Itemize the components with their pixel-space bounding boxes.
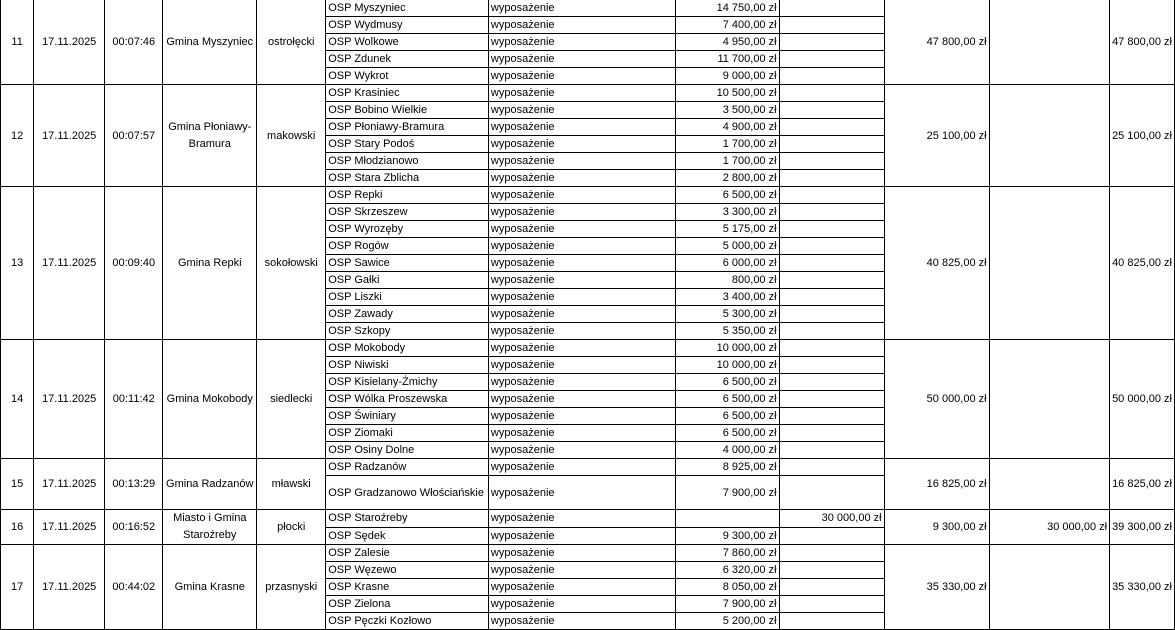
time-cell[interactable]: 00:09:40 [105, 187, 163, 340]
unit-name-cell[interactable]: OSP Pęczki Kozłowo [326, 613, 489, 630]
unit-type-cell[interactable]: wyposażenie [488, 187, 675, 204]
group-total-cell[interactable]: 50 000,00 zł [884, 340, 989, 459]
group-grand-total-cell[interactable]: 25 100,00 zł [1110, 85, 1175, 187]
gmina-cell[interactable]: Gmina Krasne [163, 545, 257, 630]
unit-amount-cell[interactable]: 10 000,00 zł [676, 340, 779, 357]
unit-amount-cell[interactable]: 3 400,00 zł [676, 289, 779, 306]
unit-extra-cell[interactable] [779, 442, 884, 459]
unit-name-cell[interactable]: OSP Ziomaki [326, 425, 489, 442]
unit-extra-cell[interactable] [779, 425, 884, 442]
date-cell[interactable]: 17.11.2025 [34, 187, 105, 340]
unit-name-cell[interactable]: OSP Myszyniec [326, 0, 489, 17]
unit-amount-cell[interactable]: 3 300,00 zł [676, 204, 779, 221]
unit-type-cell[interactable]: wyposażenie [488, 579, 675, 596]
unit-extra-cell[interactable] [779, 255, 884, 272]
unit-extra-cell[interactable] [779, 102, 884, 119]
gmina-cell[interactable]: Gmina Mokobody [163, 340, 257, 459]
unit-type-cell[interactable]: wyposażenie [488, 323, 675, 340]
unit-extra-cell[interactable] [779, 153, 884, 170]
unit-name-cell[interactable]: OSP Niwiski [326, 357, 489, 374]
unit-amount-cell[interactable]: 4 900,00 zł [676, 119, 779, 136]
unit-name-cell[interactable]: OSP Mokobody [326, 340, 489, 357]
group-grand-total-cell[interactable]: 47 800,00 zł [1110, 0, 1175, 85]
lp-cell[interactable]: 13 [1, 187, 34, 340]
unit-extra-cell[interactable] [779, 0, 884, 17]
unit-extra-cell[interactable] [779, 289, 884, 306]
powiat-cell[interactable]: siedlecki [257, 340, 326, 459]
time-cell[interactable]: 00:07:46 [105, 0, 163, 85]
unit-extra-cell[interactable] [779, 17, 884, 34]
unit-type-cell[interactable]: wyposażenie [488, 545, 675, 562]
unit-type-cell[interactable]: wyposażenie [488, 527, 675, 545]
unit-extra-cell[interactable] [779, 68, 884, 85]
unit-amount-cell[interactable]: 3 500,00 zł [676, 102, 779, 119]
lp-cell[interactable]: 15 [1, 459, 34, 510]
unit-name-cell[interactable]: OSP Krasne [326, 579, 489, 596]
date-cell[interactable]: 17.11.2025 [34, 0, 105, 85]
unit-extra-cell[interactable] [779, 272, 884, 289]
group-extra-total-cell[interactable] [989, 545, 1109, 630]
unit-extra-cell[interactable] [779, 527, 884, 545]
unit-amount-cell[interactable]: 6 500,00 zł [676, 408, 779, 425]
unit-extra-cell[interactable] [779, 119, 884, 136]
unit-type-cell[interactable]: wyposażenie [488, 562, 675, 579]
unit-name-cell[interactable]: OSP Radzanów [326, 459, 489, 476]
unit-amount-cell[interactable]: 14 750,00 zł [676, 0, 779, 17]
unit-extra-cell[interactable] [779, 170, 884, 187]
unit-amount-cell[interactable]: 6 500,00 zł [676, 391, 779, 408]
lp-cell[interactable]: 17 [1, 545, 34, 630]
unit-amount-cell[interactable]: 5 175,00 zł [676, 221, 779, 238]
lp-cell[interactable]: 11 [1, 0, 34, 85]
group-extra-total-cell[interactable] [989, 85, 1109, 187]
unit-extra-cell[interactable] [779, 459, 884, 476]
powiat-cell[interactable]: ostrołęcki [257, 0, 326, 85]
unit-extra-cell[interactable] [779, 545, 884, 562]
unit-type-cell[interactable]: wyposażenie [488, 272, 675, 289]
table-row [1, 0, 1175, 17]
unit-name-cell[interactable]: OSP Wykrot [326, 68, 489, 85]
unit-name-cell[interactable]: OSP Bobino Wielkie [326, 102, 489, 119]
date-cell[interactable]: 17.11.2025 [34, 545, 105, 630]
unit-extra-cell[interactable] [779, 34, 884, 51]
unit-amount-cell[interactable]: 7 860,00 zł [676, 545, 779, 562]
unit-name-cell[interactable]: OSP Gałki [326, 272, 489, 289]
unit-extra-cell[interactable] [779, 579, 884, 596]
unit-extra-cell[interactable]: 30 000,00 zł [779, 510, 884, 528]
unit-name-cell[interactable]: OSP Osiny Dolne [326, 442, 489, 459]
unit-type-cell[interactable]: wyposażenie [488, 170, 675, 187]
unit-extra-cell[interactable] [779, 323, 884, 340]
gmina-cell[interactable]: Miasto i Gmina Staroźreby [163, 510, 257, 545]
unit-amount-cell[interactable]: 5 000,00 zł [676, 238, 779, 255]
gmina-cell[interactable]: Gmina Myszyniec [163, 0, 257, 85]
unit-name-cell[interactable]: OSP Wyrozęby [326, 221, 489, 238]
group-grand-total-cell[interactable]: 50 000,00 zł [1110, 340, 1175, 459]
unit-type-cell[interactable]: wyposażenie [488, 289, 675, 306]
unit-amount-cell[interactable]: 1 700,00 zł [676, 136, 779, 153]
unit-name-cell[interactable]: OSP Płoniawy-Bramura [326, 119, 489, 136]
unit-name-cell[interactable]: OSP Rogów [326, 238, 489, 255]
unit-extra-cell[interactable] [779, 85, 884, 102]
unit-type-cell[interactable]: wyposażenie [488, 119, 675, 136]
unit-amount-cell[interactable]: 6 320,00 zł [676, 562, 779, 579]
unit-amount-cell[interactable]: 5 350,00 zł [676, 323, 779, 340]
powiat-cell[interactable]: mławski [257, 459, 326, 510]
unit-amount-cell[interactable]: 10 500,00 zł [676, 85, 779, 102]
unit-name-cell[interactable]: OSP Młodzianowo [326, 153, 489, 170]
powiat-cell[interactable]: przasnyski [257, 545, 326, 630]
time-cell[interactable]: 00:07:57 [105, 85, 163, 187]
group-grand-total-cell[interactable]: 16 825,00 zł [1110, 459, 1175, 510]
unit-name-cell[interactable]: OSP Wolkowe [326, 34, 489, 51]
unit-amount-cell[interactable]: 4 950,00 zł [676, 34, 779, 51]
unit-extra-cell[interactable] [779, 340, 884, 357]
table-row [1, 187, 1175, 204]
unit-extra-cell[interactable] [779, 136, 884, 153]
unit-name-cell[interactable]: OSP Węzewo [326, 562, 489, 579]
unit-type-cell[interactable]: wyposażenie [488, 510, 675, 528]
group-extra-total-cell[interactable] [989, 340, 1109, 459]
unit-extra-cell[interactable] [779, 391, 884, 408]
unit-type-cell[interactable]: wyposażenie [488, 391, 675, 408]
unit-name-cell[interactable]: OSP Kisielany-Żmichy [326, 374, 489, 391]
unit-type-cell[interactable]: wyposażenie [488, 476, 675, 510]
lp-cell[interactable]: 14 [1, 340, 34, 459]
unit-name-cell[interactable]: OSP Stary Podoś [326, 136, 489, 153]
unit-amount-cell[interactable]: 9 300,00 zł [676, 527, 779, 545]
unit-type-cell[interactable]: wyposażenie [488, 102, 675, 119]
unit-name-cell[interactable]: OSP Zalesie [326, 545, 489, 562]
powiat-cell[interactable]: makowski [257, 85, 326, 187]
unit-extra-cell[interactable] [779, 596, 884, 613]
table-row [1, 459, 1175, 476]
group-total-cell[interactable]: 9 300,00 zł [884, 510, 989, 545]
unit-type-cell[interactable]: wyposażenie [488, 17, 675, 34]
group-total-cell[interactable]: 47 800,00 zł [884, 0, 989, 85]
unit-amount-cell[interactable] [676, 510, 779, 528]
unit-extra-cell[interactable] [779, 204, 884, 221]
unit-type-cell[interactable]: wyposażenie [488, 0, 675, 17]
powiat-cell[interactable]: sokołowski [257, 187, 326, 340]
time-cell[interactable]: 00:44:02 [105, 545, 163, 630]
group-extra-total-cell[interactable] [989, 0, 1109, 85]
unit-amount-cell[interactable]: 6 500,00 zł [676, 425, 779, 442]
unit-extra-cell[interactable] [779, 51, 884, 68]
unit-amount-cell[interactable]: 4 000,00 zł [676, 442, 779, 459]
unit-amount-cell[interactable]: 9 000,00 zł [676, 68, 779, 85]
table-row [1, 85, 1175, 102]
unit-amount-cell[interactable]: 8 050,00 zł [676, 579, 779, 596]
unit-type-cell[interactable]: wyposażenie [488, 136, 675, 153]
unit-amount-cell[interactable]: 7 900,00 zł [676, 596, 779, 613]
time-cell[interactable]: 00:16:52 [105, 510, 163, 545]
unit-amount-cell[interactable]: 5 200,00 zł [676, 613, 779, 630]
unit-extra-cell[interactable] [779, 238, 884, 255]
gmina-cell[interactable]: Gmina Płoniawy-Bramura [163, 85, 257, 187]
unit-amount-cell[interactable]: 11 700,00 zł [676, 51, 779, 68]
unit-name-cell[interactable]: OSP Staroźreby [326, 510, 489, 528]
group-total-cell[interactable]: 16 825,00 zł [884, 459, 989, 510]
unit-amount-cell[interactable]: 5 300,00 zł [676, 306, 779, 323]
time-cell[interactable]: 00:11:42 [105, 340, 163, 459]
unit-name-cell[interactable]: OSP Krasiniec [326, 85, 489, 102]
group-total-cell[interactable]: 40 825,00 zł [884, 187, 989, 340]
unit-amount-cell[interactable]: 1 700,00 zł [676, 153, 779, 170]
unit-type-cell[interactable]: wyposażenie [488, 221, 675, 238]
gmina-cell[interactable]: Gmina Radzanów [163, 459, 257, 510]
unit-type-cell[interactable]: wyposażenie [488, 153, 675, 170]
date-cell[interactable]: 17.11.2025 [34, 510, 105, 545]
group-extra-total-cell[interactable] [989, 459, 1109, 510]
unit-name-cell[interactable]: OSP Wólka Proszewska [326, 391, 489, 408]
table-row [1, 340, 1175, 357]
unit-type-cell[interactable]: wyposażenie [488, 596, 675, 613]
unit-extra-cell[interactable] [779, 562, 884, 579]
unit-amount-cell[interactable]: 6 500,00 zł [676, 187, 779, 204]
unit-name-cell[interactable]: OSP Skrzeszew [326, 204, 489, 221]
lp-cell[interactable]: 16 [1, 510, 34, 545]
unit-amount-cell[interactable]: 8 925,00 zł [676, 459, 779, 476]
unit-type-cell[interactable]: wyposażenie [488, 255, 675, 272]
unit-type-cell[interactable]: wyposażenie [488, 85, 675, 102]
unit-amount-cell[interactable]: 2 800,00 zł [676, 170, 779, 187]
group-total-cell[interactable]: 35 330,00 zł [884, 545, 989, 630]
unit-type-cell[interactable]: wyposażenie [488, 459, 675, 476]
unit-amount-cell[interactable]: 7 900,00 zł [676, 476, 779, 510]
group-extra-total-cell[interactable]: 30 000,00 zł [989, 510, 1109, 545]
unit-type-cell[interactable]: wyposażenie [488, 374, 675, 391]
unit-extra-cell[interactable] [779, 476, 884, 510]
unit-extra-cell[interactable] [779, 613, 884, 630]
group-grand-total-cell[interactable]: 40 825,00 zł [1110, 187, 1175, 340]
unit-type-cell[interactable]: wyposażenie [488, 613, 675, 630]
unit-amount-cell[interactable]: 6 000,00 zł [676, 255, 779, 272]
table-body [1, 0, 1175, 630]
table-row [1, 545, 1175, 562]
unit-name-cell[interactable]: OSP Sawice [326, 255, 489, 272]
date-cell[interactable]: 17.11.2025 [34, 459, 105, 510]
group-extra-total-cell[interactable] [989, 187, 1109, 340]
unit-name-cell[interactable]: OSP Zdunek [326, 51, 489, 68]
time-cell[interactable]: 00:13:29 [105, 459, 163, 510]
table-row [1, 510, 1175, 528]
unit-name-cell[interactable]: OSP Stara Zblicha [326, 170, 489, 187]
unit-amount-cell[interactable]: 7 400,00 zł [676, 17, 779, 34]
unit-amount-cell[interactable]: 800,00 zł [676, 272, 779, 289]
unit-type-cell[interactable]: wyposażenie [488, 34, 675, 51]
unit-extra-cell[interactable] [779, 221, 884, 238]
unit-name-cell[interactable]: OSP Świniary [326, 408, 489, 425]
unit-name-cell[interactable]: OSP Szkopy [326, 323, 489, 340]
unit-type-cell[interactable]: wyposażenie [488, 408, 675, 425]
unit-name-cell[interactable]: OSP Wydmusy [326, 17, 489, 34]
unit-extra-cell[interactable] [779, 408, 884, 425]
unit-extra-cell[interactable] [779, 374, 884, 391]
unit-extra-cell[interactable] [779, 187, 884, 204]
gmina-cell[interactable]: Gmina Repki [163, 187, 257, 340]
unit-type-cell[interactable]: wyposażenie [488, 340, 675, 357]
group-grand-total-cell[interactable]: 35 330,00 zł [1110, 545, 1175, 630]
unit-type-cell[interactable]: wyposażenie [488, 357, 675, 374]
unit-type-cell[interactable]: wyposażenie [488, 238, 675, 255]
unit-name-cell[interactable]: OSP Zielona [326, 596, 489, 613]
unit-extra-cell[interactable] [779, 357, 884, 374]
unit-type-cell[interactable]: wyposażenie [488, 68, 675, 85]
powiat-cell[interactable]: płocki [257, 510, 326, 545]
unit-name-cell[interactable]: OSP Gradzanowo Włościańskie [326, 476, 489, 510]
unit-name-cell[interactable]: OSP Sędek [326, 527, 489, 545]
unit-name-cell[interactable]: OSP Zawady [326, 306, 489, 323]
unit-type-cell[interactable]: wyposażenie [488, 425, 675, 442]
date-cell[interactable]: 17.11.2025 [34, 340, 105, 459]
unit-amount-cell[interactable]: 10 000,00 zł [676, 357, 779, 374]
lp-cell[interactable]: 12 [1, 85, 34, 187]
unit-type-cell[interactable]: wyposażenie [488, 204, 675, 221]
group-total-cell[interactable]: 25 100,00 zł [884, 85, 989, 187]
unit-type-cell[interactable]: wyposażenie [488, 306, 675, 323]
unit-name-cell[interactable]: OSP Liszki [326, 289, 489, 306]
unit-type-cell[interactable]: wyposażenie [488, 442, 675, 459]
unit-name-cell[interactable]: OSP Repki [326, 187, 489, 204]
unit-amount-cell[interactable]: 6 500,00 zł [676, 374, 779, 391]
date-cell[interactable]: 17.11.2025 [34, 85, 105, 187]
unit-extra-cell[interactable] [779, 306, 884, 323]
group-grand-total-cell[interactable]: 39 300,00 zł [1110, 510, 1175, 545]
unit-type-cell[interactable]: wyposażenie [488, 51, 675, 68]
